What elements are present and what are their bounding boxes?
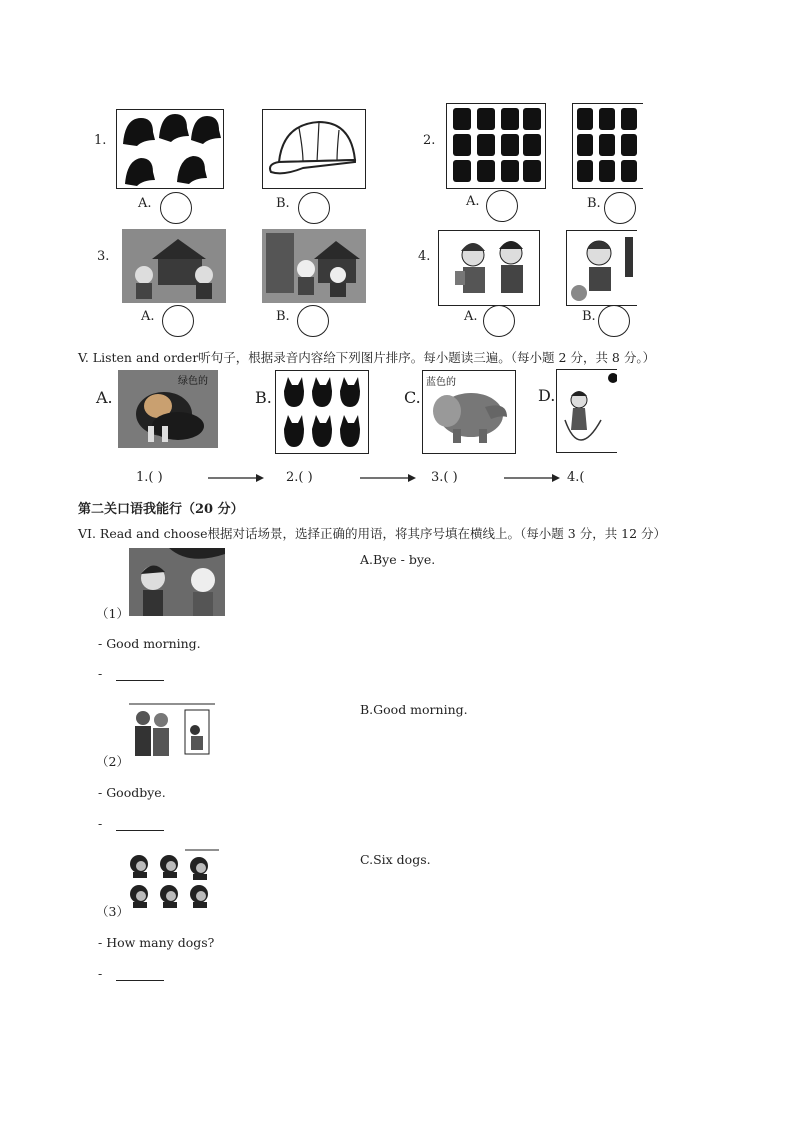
answer-blank-2[interactable] <box>116 820 164 831</box>
picture-label-c: C. <box>404 388 421 407</box>
item-3-answer-circle-a[interactable] <box>162 305 194 337</box>
item-1-answer-circle-b[interactable] <box>298 192 330 224</box>
picture-good-morning <box>129 548 225 616</box>
question-2-number: （2） <box>96 754 129 769</box>
option-c-text: C.Six dogs. <box>360 852 431 867</box>
item-4-answer-circle-a[interactable] <box>483 305 515 337</box>
order-slot-1[interactable]: 1.( ) <box>136 470 163 485</box>
picture-label-d: D. <box>538 386 556 405</box>
section-5-heading: V. Listen and order听句子，根据录音内容给下列图片排序。每小题读三遍。（每小题 2 分，共 8 分。） <box>78 350 656 365</box>
item-4-option-a: A. <box>464 309 478 324</box>
question-1-dash: - <box>98 666 103 681</box>
item-1-option-a: A. <box>138 196 152 211</box>
item-1-number: 1. <box>94 133 107 148</box>
order-slot-4[interactable]: 4.( <box>567 470 585 485</box>
item-2-option-a: A. <box>466 194 480 209</box>
picture-goodbye <box>129 700 215 762</box>
item-4-number: 4. <box>418 249 431 264</box>
picture-girl-jump-rope <box>556 369 617 453</box>
item-2-number: 2. <box>423 133 436 148</box>
caption-blue: 蓝色的 <box>426 377 456 388</box>
option-a-text: A.Bye - bye. <box>360 552 436 567</box>
picture-label-b: B. <box>255 388 272 407</box>
arrow-right-icon <box>360 471 416 485</box>
order-slot-2[interactable]: 2.( ) <box>286 470 313 485</box>
item-2-option-b: B. <box>587 196 601 211</box>
picture-six-dogs <box>127 848 219 914</box>
answer-blank-1[interactable] <box>116 670 164 681</box>
caption-green: 绿色的 <box>178 376 208 387</box>
question-2-line: - Goodbye. <box>98 785 166 800</box>
arrow-right-icon <box>504 471 560 485</box>
arrow-right-icon <box>208 471 264 485</box>
item-4-option-b: B. <box>582 309 596 324</box>
picture-kids-by-fence <box>262 229 366 303</box>
item-1-option-b: B. <box>276 196 290 211</box>
picture-caps-group <box>116 109 224 189</box>
picture-boy-with-ball <box>566 230 637 306</box>
picture-chairs-a <box>446 103 546 189</box>
picture-two-boys <box>438 230 540 306</box>
item-3-number: 3. <box>97 249 110 264</box>
item-3-answer-circle-b[interactable] <box>297 305 329 337</box>
section-6-heading: VI. Read and choose根据对话场景，选择正确的用语，将其序号填在横线上。（每小题 3 分，共 12 分） <box>78 526 667 541</box>
picture-chairs-b <box>572 103 643 189</box>
item-4-answer-circle-b[interactable] <box>598 305 630 337</box>
question-1-number: （1） <box>96 606 129 621</box>
part-2-title: 第二关口语我能行（20 分） <box>78 502 244 517</box>
item-3-option-b: B. <box>276 309 290 324</box>
picture-green-dog <box>118 370 218 448</box>
picture-kids-outside-house <box>122 229 226 303</box>
picture-single-cap <box>262 109 366 189</box>
question-3-number: （3） <box>96 904 129 919</box>
item-1-answer-circle-a[interactable] <box>160 192 192 224</box>
order-slot-3[interactable]: 3.( ) <box>431 470 458 485</box>
picture-six-cats <box>275 370 369 454</box>
question-3-dash: - <box>98 966 103 981</box>
question-1-line: - Good morning. <box>98 636 201 651</box>
item-2-answer-circle-a[interactable] <box>486 190 518 222</box>
answer-blank-3[interactable] <box>116 970 164 981</box>
picture-label-a: A. <box>96 388 113 407</box>
question-2-dash: - <box>98 816 103 831</box>
item-3-option-a: A. <box>141 309 155 324</box>
question-3-line: - How many dogs? <box>98 935 215 950</box>
picture-blue-elephant <box>422 370 516 454</box>
option-b-text: B.Good morning. <box>360 702 468 717</box>
item-2-answer-circle-b[interactable] <box>604 192 636 224</box>
